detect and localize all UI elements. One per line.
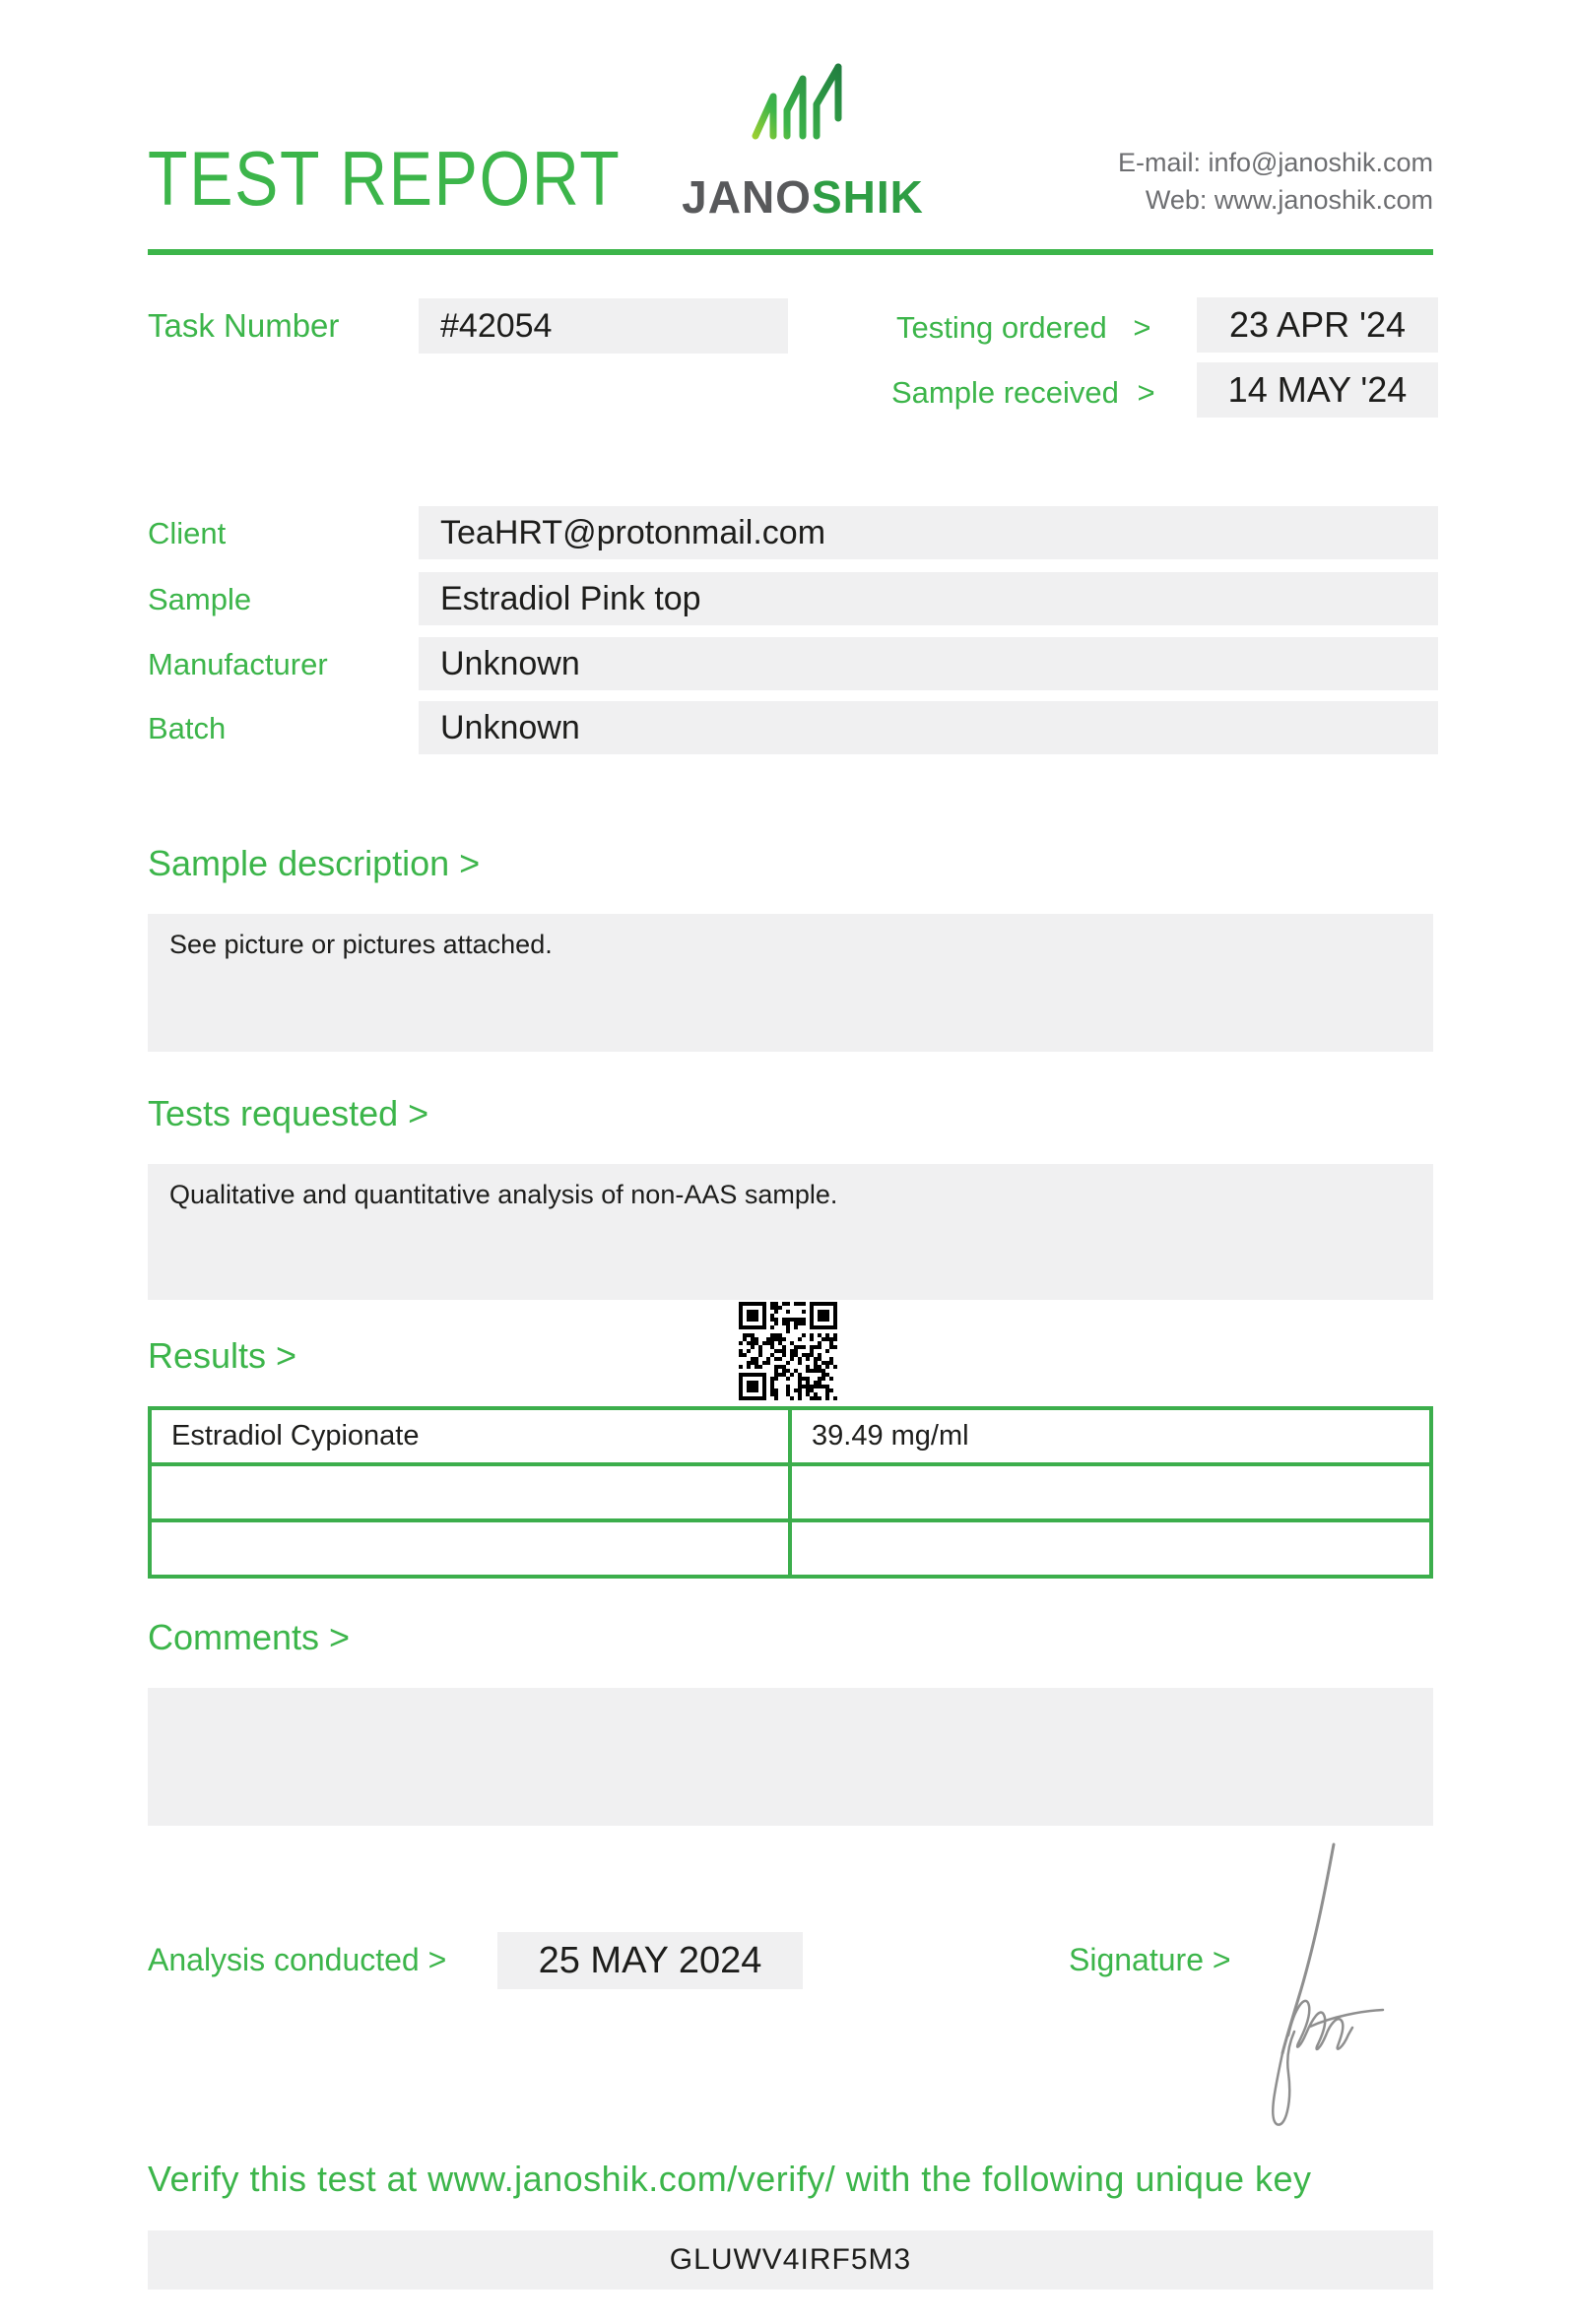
result-analyte: Estradiol Cypionate	[152, 1410, 788, 1462]
growth-chart-icon	[744, 59, 862, 158]
sample-description-box: See picture or pictures attached.	[148, 914, 1433, 1052]
result-value	[792, 1522, 1429, 1575]
result-value: 39.49 mg/ml	[792, 1410, 1429, 1462]
contact-email: E-mail: info@janoshik.com	[1117, 148, 1433, 177]
page-title: TEST REPORT	[148, 135, 622, 222]
analysis-date-value: 25 MAY 2024	[497, 1932, 803, 1989]
field-value-manufacturer: Unknown	[419, 637, 1438, 690]
result-value	[792, 1466, 1429, 1518]
brand-wordmark	[680, 170, 926, 224]
field-value-batch: Unknown	[419, 701, 1438, 754]
brand-logo	[680, 59, 926, 224]
tests-requested-box: Qualitative and quantitative analysis of non-AAS sample.	[148, 1164, 1433, 1300]
sample-description-heading: Sample description >	[148, 843, 481, 883]
field-value-sample: Estradiol Pink top	[419, 572, 1438, 625]
field-label-manufacturer: Manufacturer	[148, 647, 328, 681]
results-heading: Results >	[148, 1335, 297, 1376]
verify-instruction: Verify this test at www.janoshik.com/verify/ with the following unique key	[148, 2159, 1312, 2199]
field-label-batch: Batch	[148, 711, 227, 745]
handwritten-signature	[1231, 1827, 1438, 2142]
sample-received-label: Sample received >	[891, 375, 1155, 410]
results-table	[148, 1406, 1433, 1579]
contact-web: Web: www.janoshik.com	[1145, 185, 1433, 215]
field-label-client: Client	[148, 516, 227, 550]
chevron-right-icon: >	[1133, 310, 1151, 345]
analysis-conducted-label: Analysis conducted >	[148, 1942, 447, 1977]
unique-key-value: GLUWV4IRF5M3	[148, 2230, 1433, 2290]
sample-received-value: 14 MAY '24	[1197, 362, 1438, 418]
testing-ordered-value: 23 APR '24	[1197, 297, 1438, 353]
brand-word-green: SHIK	[811, 171, 924, 223]
qr-code	[739, 1302, 837, 1400]
contact-info	[1118, 144, 1433, 219]
task-number-value: #42054	[419, 298, 788, 354]
result-analyte	[152, 1522, 788, 1575]
comments-heading: Comments >	[148, 1617, 351, 1657]
chevron-right-icon: >	[1137, 375, 1155, 410]
comments-box	[148, 1688, 1433, 1826]
task-number-label: Task Number	[148, 307, 340, 344]
tests-requested-heading: Tests requested >	[148, 1093, 429, 1133]
header-divider	[148, 249, 1433, 255]
brand-word-gray: JANO	[682, 171, 812, 223]
field-value-client: TeaHRT@protonmail.com	[419, 506, 1438, 559]
testing-ordered-label: Testing ordered >	[896, 310, 1151, 345]
signature-label: Signature >	[1069, 1942, 1231, 1977]
field-label-sample: Sample	[148, 582, 252, 616]
result-analyte	[152, 1466, 788, 1518]
